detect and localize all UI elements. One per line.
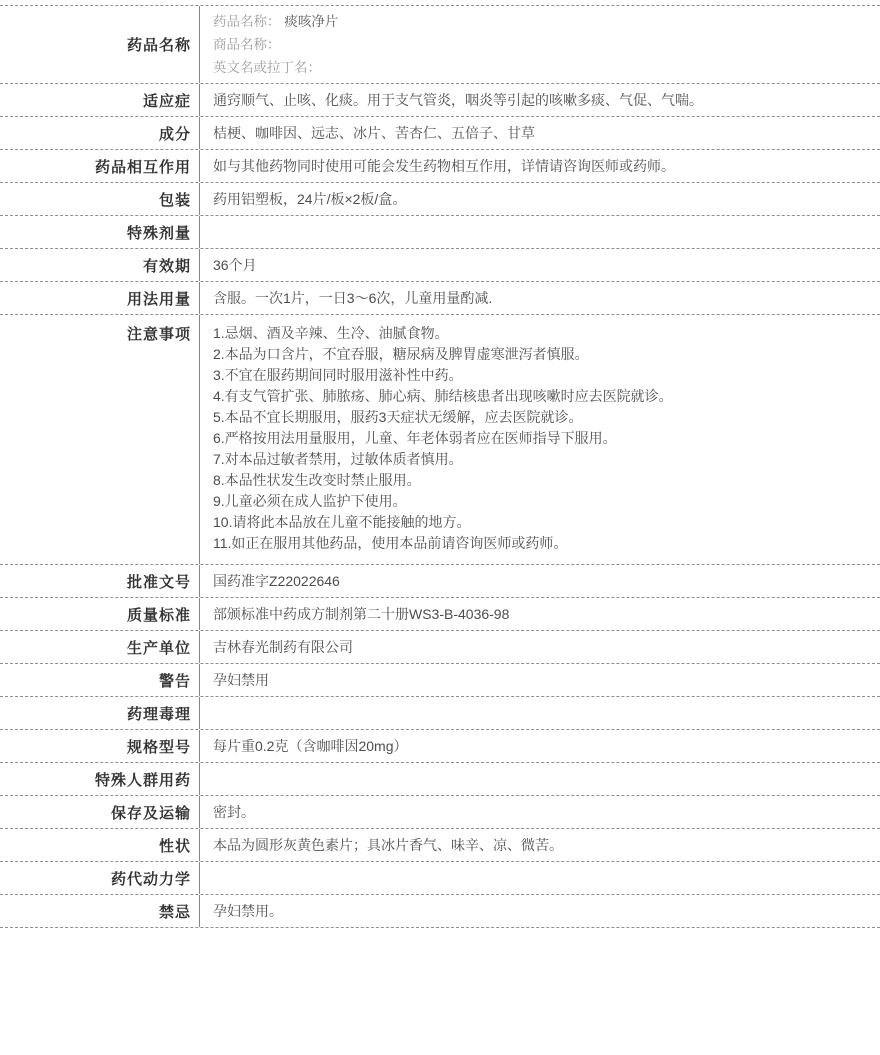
- row-label: 药代动力学: [0, 862, 200, 894]
- row-label: 质量标准: [0, 598, 200, 630]
- table-row: [0, 829, 880, 862]
- field-prefix: 药品名称：: [213, 14, 281, 29]
- table-row: [0, 631, 880, 664]
- note-line: 10.请将此本品放在儿童不能接触的地方。: [213, 514, 471, 530]
- row-value-text: 药用铝塑板，24片/板×2板/盒。: [213, 190, 407, 207]
- note-line: 4.有支气管扩张、肺脓疡、肺心病、肺结核患者出现咳嗽时应去医院就诊。: [213, 388, 673, 404]
- row-label: 批准文号: [0, 565, 200, 597]
- row-label: 药理毒理: [0, 697, 200, 729]
- row-label: 禁忌: [0, 895, 200, 927]
- note-line: 6.严格按用法用量服用，儿童、年老体弱者应在医师指导下服用。: [213, 430, 617, 446]
- row-label: 注意事项: [0, 315, 200, 564]
- table-row: [0, 150, 880, 183]
- drug-name-line: [213, 33, 868, 56]
- table-row: [0, 730, 880, 763]
- table-row: [0, 796, 880, 829]
- table-row: [0, 183, 880, 216]
- row-value-text: 孕妇禁用。: [213, 902, 283, 919]
- row-value: [200, 730, 880, 762]
- note-line: 8.本品性状发生改变时禁止服用。: [213, 472, 421, 488]
- table-row: [0, 697, 880, 730]
- table-row: [0, 862, 880, 895]
- row-label: 生产单位: [0, 631, 200, 663]
- field-prefix: 英文名或拉丁名：: [213, 60, 321, 75]
- drug-info-table: [0, 5, 880, 928]
- table-row: [0, 249, 880, 282]
- row-value: [200, 84, 880, 116]
- field-prefix: 商品名称：: [213, 37, 281, 52]
- row-label: 成分: [0, 117, 200, 149]
- table-row: [0, 664, 880, 697]
- row-label: 性状: [0, 829, 200, 861]
- drug-name-line: [213, 10, 868, 33]
- table-row: [0, 282, 880, 315]
- row-value-text: 通窍顺气、止咳、化痰。用于支气管炎，咽炎等引起的咳嗽多痰、气促、气喘。: [213, 91, 703, 108]
- row-value: [200, 565, 880, 597]
- row-value: [200, 6, 880, 83]
- note-line: 1.忌烟、酒及辛辣、生冷、油腻食物。: [213, 325, 449, 341]
- row-value-text: 部颁标准中药成方制剂第二十册WS3-B-4036-98: [213, 605, 510, 622]
- row-value-text: 含服。一次1片，一日3～6次，儿童用量酌减.: [213, 289, 493, 306]
- row-label: 药品名称: [0, 6, 200, 83]
- row-value-text: 如与其他药物同时使用可能会发生药物相互作用，详情请咨询医师或药师。: [213, 157, 675, 174]
- table-row: [0, 598, 880, 631]
- row-value-text: 每片重0.2克（含咖啡因20mg）: [213, 737, 408, 754]
- row-label: 保存及运输: [0, 796, 200, 828]
- row-value: [200, 829, 880, 861]
- row-value: [200, 763, 880, 795]
- row-label: 用法用量: [0, 282, 200, 314]
- row-label: 规格型号: [0, 730, 200, 762]
- row-value: [200, 862, 880, 894]
- row-value-text: 吉林春光制药有限公司: [213, 638, 353, 655]
- row-label: 特殊剂量: [0, 216, 200, 248]
- row-label: 药品相互作用: [0, 150, 200, 182]
- row-value: [200, 631, 880, 663]
- row-label: 特殊人群用药: [0, 763, 200, 795]
- drug-name-line: [213, 56, 868, 79]
- row-value: [200, 315, 880, 564]
- row-value-text: 本品为圆形灰黄色素片；具冰片香气、味辛、凉、微苦。: [213, 836, 563, 853]
- row-value: [200, 216, 880, 248]
- row-value-text: 36个月: [213, 256, 257, 273]
- row-value-text: 密封。: [213, 803, 255, 820]
- row-label: 适应症: [0, 84, 200, 116]
- table-row: [0, 216, 880, 249]
- table-row-drug-name: [0, 6, 880, 84]
- row-value: [200, 664, 880, 696]
- note-line: 7.对本品过敏者禁用，过敏体质者慎用。: [213, 451, 463, 467]
- table-row: [0, 895, 880, 928]
- table-row: [0, 84, 880, 117]
- table-row: [0, 117, 880, 150]
- row-label: 有效期: [0, 249, 200, 281]
- note-line: 9.儿童必须在成人监护下使用。: [213, 493, 407, 509]
- row-value: [200, 183, 880, 215]
- row-value: [200, 697, 880, 729]
- note-line: 5.本品不宜长期服用，服药3天症状无缓解，应去医院就诊。: [213, 409, 583, 425]
- row-value-text: 孕妇禁用: [213, 671, 269, 688]
- table-row: [0, 763, 880, 796]
- note-line: 2.本品为口含片，不宜吞服，糖尿病及脾胃虚寒泄泻者慎服。: [213, 346, 589, 362]
- table-row-precautions: [0, 315, 880, 565]
- note-line: 3.不宜在服药期间同时服用滋补性中药。: [213, 367, 463, 383]
- row-value: [200, 895, 880, 927]
- table-row: [0, 565, 880, 598]
- row-label: 警告: [0, 664, 200, 696]
- row-value: [200, 796, 880, 828]
- row-value: [200, 282, 880, 314]
- field-value: 痰咳净片: [284, 14, 339, 29]
- row-value-text: 国药准字Z22022646: [213, 572, 340, 589]
- row-value: [200, 249, 880, 281]
- row-label: 包装: [0, 183, 200, 215]
- note-line: 11.如正在服用其他药品，使用本品前请咨询医师或药师。: [213, 535, 568, 551]
- row-value: [200, 117, 880, 149]
- row-value: [200, 598, 880, 630]
- row-value-text: 桔梗、咖啡因、远志、冰片、苦杏仁、五倍子、甘草: [213, 124, 535, 141]
- row-value: [200, 150, 880, 182]
